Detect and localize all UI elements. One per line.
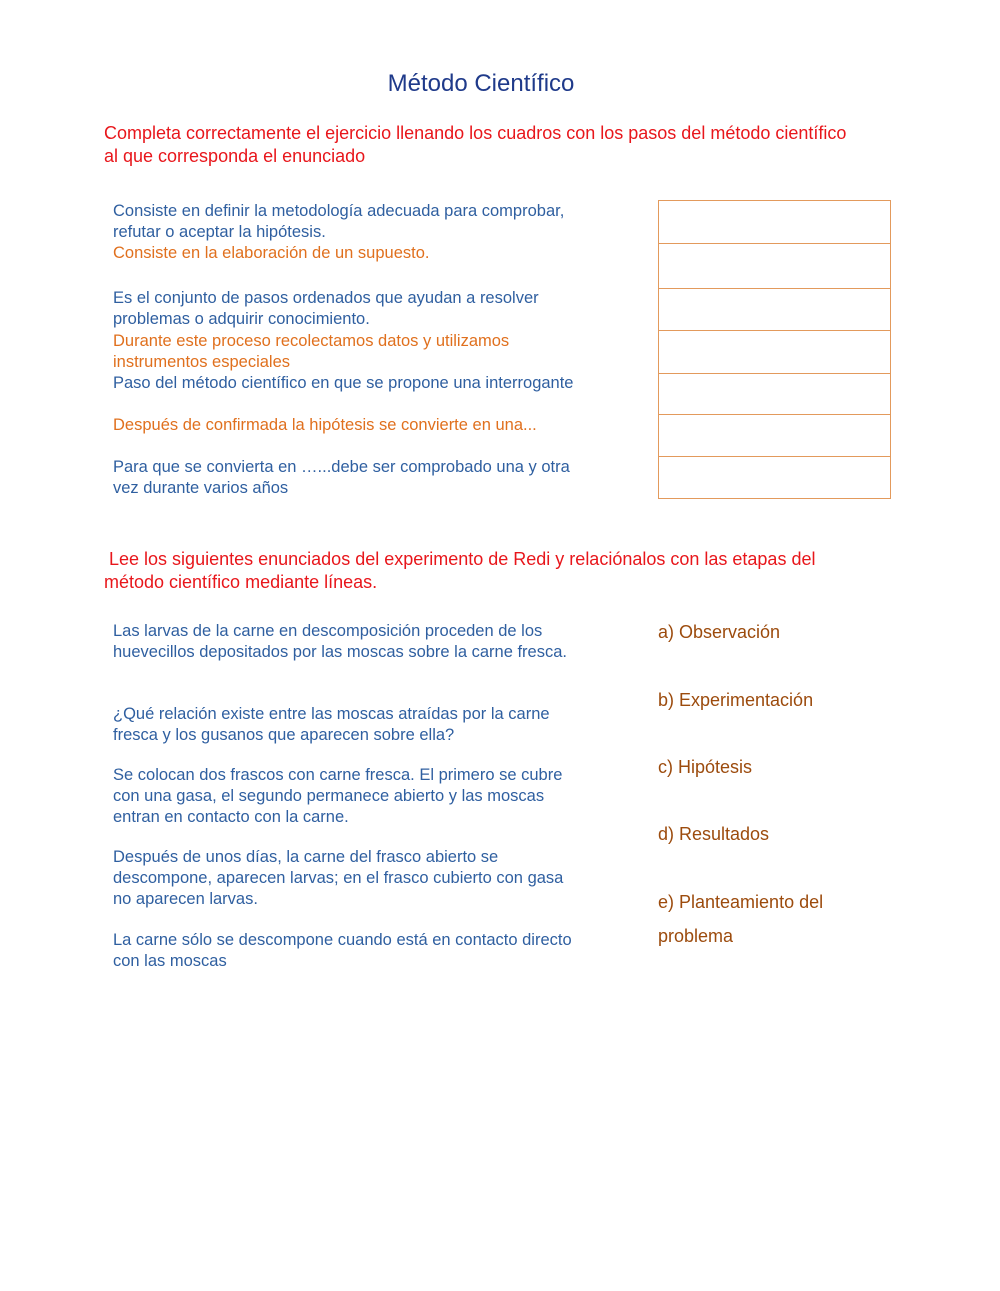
redi-statement-5: La carne sólo se descompone cuando está en contacto directo con las moscas	[113, 931, 572, 970]
answer-box-1[interactable]	[658, 200, 891, 244]
option-c[interactable]: c) Hipótesis	[658, 757, 753, 777]
answer-box-5[interactable]	[658, 373, 891, 415]
option-a[interactable]: a) Observación	[658, 622, 781, 642]
statement-5: Paso del método científico en que se propone una interrogante	[113, 374, 574, 392]
statement-3: Es el conjunto de pasos ordenados que ayudan a resolver problemas o adquirir conocimiento.	[113, 289, 539, 328]
page-title: Método Científico	[387, 70, 575, 97]
redi-statement-3: Se colocan dos frascos con carne fresca. El primero se cubre con una gasa, el segundo permanece abierto y las moscas entran en contacto con la carne.	[113, 766, 563, 826]
redi-statement-2: ¿Qué relación existe entre las moscas atraídas por la carne fresca y los gusanos que aparecen sobre ella?	[113, 705, 550, 744]
answer-box-7[interactable]	[658, 456, 891, 499]
statement-1: Consiste en definir la metodología adecuada para comprobar, refutar o aceptar la hipótesis.	[113, 202, 565, 241]
statement-6: Después de confirmada la hipótesis se convierte en una...	[113, 416, 537, 434]
redi-statement-4: Después de unos días, la carne del frasco abierto se descompone, aparecen larvas; en el frasco cubierto con gasa no aparecen larvas.	[113, 848, 564, 908]
instruction-match-lines: Lee los siguientes enunciados del experimento de Redi y relaciónalos con las etapas del método científico mediante líneas.	[104, 549, 821, 592]
statement-7: Para que se convierta en …...debe ser comprobado una y otra vez durante varios años	[113, 458, 570, 497]
redi-statement-1: Las larvas de la carne en descomposición proceden de los huevecillos depositados por las moscas sobre la carne fresca.	[113, 622, 567, 661]
instruction-fill-boxes: Completa correctamente el ejercicio llenando los cuadros con los pasos del método científico al que corresponda el enunciado	[104, 123, 847, 166]
answer-box-4[interactable]	[658, 330, 891, 374]
answer-box-2[interactable]	[658, 243, 891, 289]
statement-4: Durante este proceso recolectamos datos y utilizamos instrumentos especiales	[113, 332, 510, 371]
option-e[interactable]: e) Planteamiento del problema	[658, 892, 824, 946]
answer-box-3[interactable]	[658, 288, 891, 331]
option-b[interactable]: b) Experimentación	[658, 690, 814, 710]
option-d[interactable]: d) Resultados	[658, 824, 770, 844]
statement-2: Consiste en la elaboración de un supuesto.	[113, 244, 430, 262]
answer-box-6[interactable]	[658, 414, 891, 457]
